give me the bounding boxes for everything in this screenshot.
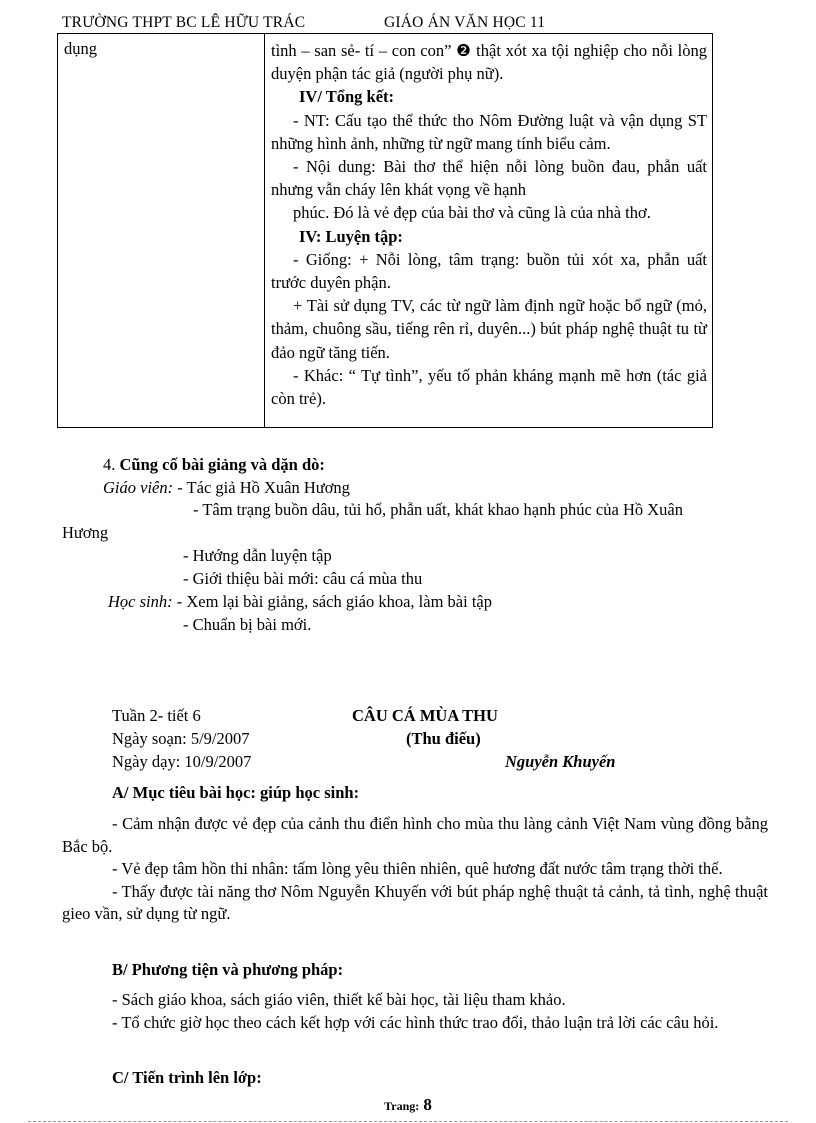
student-item-2: - Chuẩn bị bài mới. [183, 615, 312, 634]
consolidation-number: 4. [103, 455, 116, 474]
lesson-table [57, 33, 713, 428]
summary-content-2: phúc. Đó là vẻ đẹp của bài thơ và cũng là của nhà thơ. [293, 203, 651, 223]
teacher-label: Giáo viên: [103, 478, 174, 497]
section-a-point-1: - Cảm nhận được vẻ đẹp của cảnh thu điển hình cho mùa thu làng cảnh Việt Nam vùng đồng bằng Bắc bộ. [62, 814, 768, 856]
section-a-title: A/ Mục tiêu bài học: giúp học sinh: [112, 783, 360, 802]
section-b-point-1: - Sách giáo khoa, sách giáo viên, thiết kế bài học, tài liệu tham khảo. [112, 990, 566, 1009]
page-header [62, 10, 762, 34]
practice-similar: - Giống: + Nỗi lòng, tâm trạng: buồn tủi xót xa, phẫn uất trước duyên phận. [271, 249, 707, 293]
page-footer [0, 1095, 816, 1115]
section-b-point-2: - Tổ chức giờ học theo cách kết hợp với các hình thức trao đổi, thảo luận trả lời các câu hỏi. [112, 1012, 719, 1032]
section-b-title: B/ Phương tiện và phương pháp: [112, 960, 344, 979]
section-a-point-2: - Vẻ đẹp tâm hồn thi nhân: tấm lòng yêu thiên nhiên, quê hương đất nước tâm trạng thời thế. [112, 859, 723, 878]
student-label: Học sinh: [108, 592, 173, 611]
teacher-item-3: - Hướng dẫn luyện tập [183, 546, 332, 565]
table-right-cell [271, 39, 707, 410]
section-c-title: C/ Tiến trình lên lớp: [112, 1068, 262, 1087]
teacher-item-2-cont: Hương [62, 523, 109, 542]
lesson-prep-date: Ngày soạn: 5/9/2007 [112, 729, 250, 748]
practice-different: - Khác: “ Tự tình”, yếu tố phản kháng mạnh mẽ hơn (tác giả còn trẻ). [271, 365, 707, 409]
lesson-subtitle: (Thu điếu) [406, 729, 481, 748]
consolidation-title: Cũng cố bài giảng và dặn dò: [119, 455, 325, 474]
table-line1: tình – san sẻ- tí – con con” ❷ thật xót xa tội nghiệp cho nỗi lòng duyện phận tác giả (người phụ nữ). [271, 41, 707, 84]
teacher-row-1 [103, 476, 350, 500]
table-left-cell: dụng [64, 39, 97, 58]
student-row-1 [108, 590, 492, 614]
section-a-body [62, 813, 768, 926]
lesson-author: Nguyễn Khuyến [505, 752, 616, 771]
summary-content-1: - Nội dung: Bài thơ thể hiện nỗi lòng buồn đau, phẫn uất nhưng vẫn cháy lên khát vọng về hạnh [271, 157, 707, 200]
student-item-1: - Xem lại bài giảng, sách giáo khoa, làm bài tập [176, 592, 492, 611]
teacher-item-4: - Giới thiệu bài mới: câu cá mùa thu [183, 569, 423, 588]
section-b-body [62, 989, 768, 1034]
teacher-item-1: - Tác giả Hồ Xuân Hương [177, 478, 350, 497]
teacher-item-2: - Tâm trạng buồn dâu, tủi hổ, phẫn uất, khát khao hạnh phúc của Hồ Xuân [193, 500, 683, 519]
lesson-teach-date: Ngày dạy: 10/9/2007 [112, 752, 252, 771]
table-column-divider [264, 33, 265, 427]
page-label: Trang: [384, 1099, 420, 1113]
subject-title: GIÁO ÁN VĂN HỌC 11 [384, 14, 546, 31]
practice-heading: IV: Luyện tập: [299, 226, 403, 246]
lesson-week: Tuần 2- tiết 6 [112, 706, 201, 725]
footer-rule [28, 1121, 788, 1122]
practice-talent: + Tài sử dụng TV, các từ ngữ làm định ngữ hoặc bổ ngữ (mỏ, thảm, chuông sầu, tiếng rên rỉ, duyên...) bút pháp nghệ thuật tu từ đảo ngữ tăng tiến. [271, 296, 707, 362]
consolidation-heading [103, 453, 325, 477]
school-name: TRƯỜNG THPT BC LÊ HỮU TRÁC [62, 14, 306, 31]
lesson-title: CÂU CÁ MÙA THU [352, 706, 498, 725]
summary-heading: IV/ Tổng kết: [299, 87, 395, 107]
section-a-point-3: - Thấy được tài năng thơ Nôm Nguyễn Khuyến với bút pháp nghệ thuật tả cảnh, tả tình, nghệ thuật gieo vần, sử dụng từ ngữ. [62, 881, 768, 923]
page-number: 8 [423, 1095, 432, 1114]
summary-art: - NT: Cấu tạo thể thức tho Nôm Đường luật và vận dụng ST những hình ảnh, những từ ngữ mang tính biểu cảm. [271, 110, 707, 153]
